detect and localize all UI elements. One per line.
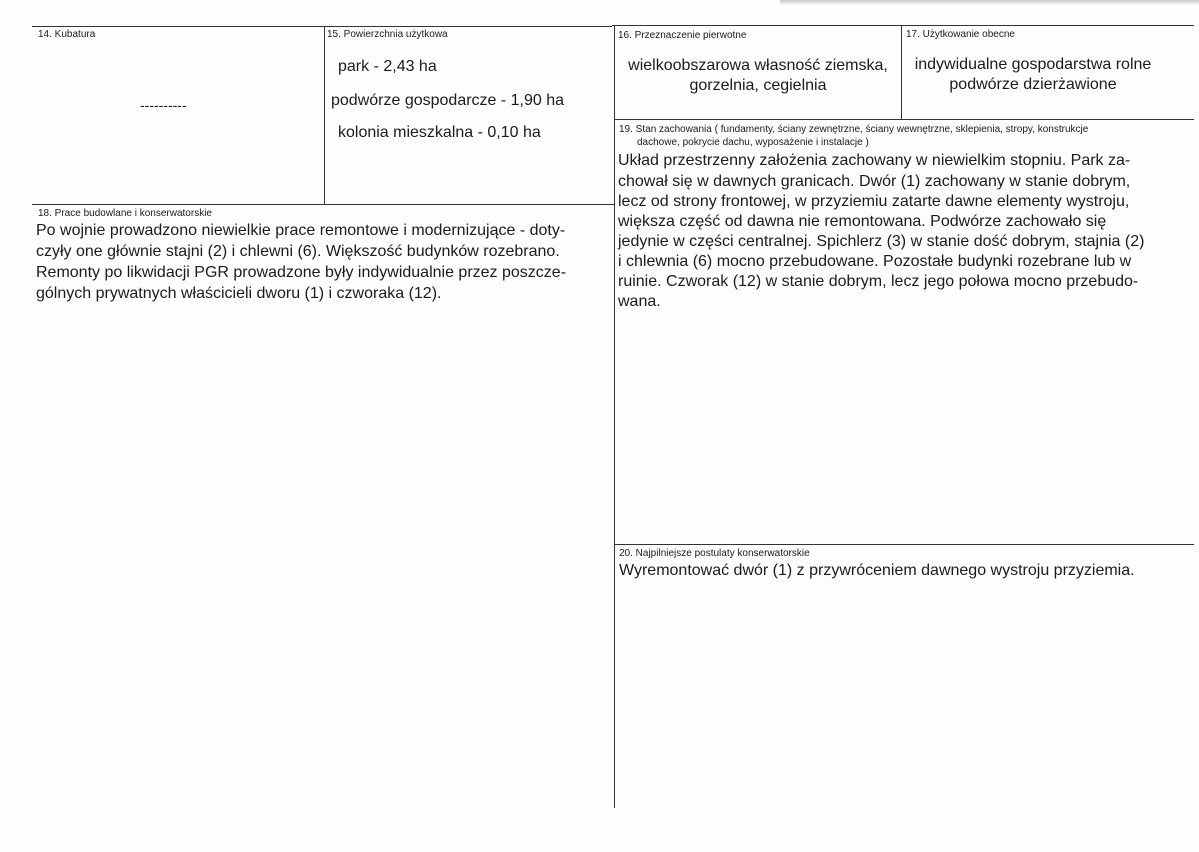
field-16-label: 16. Przeznaczenie pierwotne [618, 30, 747, 41]
field-14-value: ---------- [140, 97, 187, 113]
field-16-line-2: gorzelnia, cegielnia [689, 77, 827, 94]
scan-edge-shadow [780, 0, 1199, 5]
field-17-line-1: indywidualne gospodarstwa rolne [914, 56, 1152, 73]
field-15-label: 15. Powierzchnia użytkowa [327, 29, 448, 40]
field-20-label: 20. Najpilniejsze postulaty konserwatorskie [619, 548, 810, 559]
divider-14-15 [324, 26, 325, 204]
line-above-18 [32, 204, 614, 205]
field-15-line-2: podwórze gospodarcze - 1,90 ha [331, 92, 565, 109]
field-17-label: 17. Użytkowanie obecne [906, 29, 1015, 40]
field-18-line-4: gólnych prywatnych właścicieli dworu (1) i czworaka (12). [36, 285, 442, 302]
field-19-line-6: i chlewnia (6) mocno przebudowane. Pozostałe budynki rozebrane lub w [618, 253, 1132, 270]
field-18-line-3: Remonty po likwidacji PGR prowadzone były indywidualnie przez poszcze- [36, 264, 567, 281]
field-15-line-1: park - 2,43 ha [338, 58, 437, 75]
field-19-line-7: ruinie. Czworak (12) w stanie dobrym, lecz jego połowa mocno przebudo- [618, 273, 1139, 290]
main-vertical-divider [614, 25, 615, 808]
field-16-line-1: wielkoobszarowa własność ziemska, [628, 57, 888, 74]
top-border-left [32, 26, 612, 27]
field-19-line-8: wana. [618, 293, 661, 310]
divider-16-17 [901, 25, 902, 119]
field-19-line-4: większa część od dawna nie remontowana. Podwórze zachowało się [618, 213, 1107, 230]
field-19-line-1: Układ przestrzenny założenia zachowany w niewielkim stopniu. Park za- [618, 152, 1131, 169]
field-15-line-3: kolonia mieszkalna - 0,10 ha [338, 124, 541, 141]
field-19-label-line-1: 19. Stan zachowania ( fundamenty, ściany zewnętrzne, ściany wewnętrzne, sklepienia, stropy, konstrukcje [619, 124, 1089, 135]
field-14-label: 14. Kubatura [38, 29, 96, 40]
field-19-line-2: chował się w dawnych granicach. Dwór (1) zachowany w stanie dobrym, [618, 173, 1131, 190]
field-19-label-line-2: dachowe, pokrycie dachu, wyposażenie i instalacje ) [637, 137, 869, 148]
field-17-line-2: podwórze dzierżawione [949, 76, 1117, 93]
field-18-label: 18. Prace budowlane i konserwatorskie [38, 208, 212, 219]
top-border-right [612, 25, 1194, 26]
line-above-19 [614, 119, 1194, 120]
field-19-line-5: jedynie w części centralnej. Spichlerz (3) w stanie dość dobrym, stajnia (2) [618, 233, 1145, 250]
field-18-line-1: Po wojnie prowadzono niewielkie prace remontowe i modernizujące - doty- [36, 222, 566, 239]
field-19-line-3: lecz od strony frontowej, w przyziemiu zatarte dawne elementy wystroju, [618, 193, 1130, 210]
field-18-line-2: czyły one głównie stajni (2) i chlewni (6). Większość budynków rozebrano. [36, 243, 560, 260]
field-20-value: Wyremontować dwór (1) z przywróceniem dawnego wystroju przyziemia. [619, 562, 1135, 579]
line-above-20 [614, 544, 1194, 545]
